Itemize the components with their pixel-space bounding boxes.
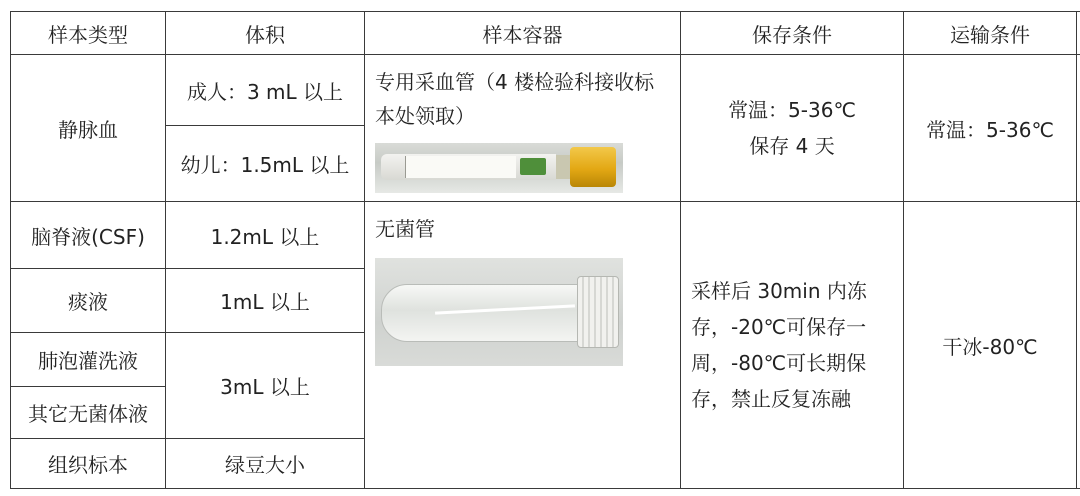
- storage-line: 周，-80℃可长期保: [691, 351, 867, 375]
- storage-line: 存，禁止反复冻融: [691, 387, 851, 411]
- cell-csf-type: 脑脊液(CSF): [11, 202, 166, 269]
- blood-tube-image: [375, 143, 623, 193]
- cell-sterile-container: [365, 202, 681, 489]
- cell-shared-volume: 3mL 以上: [166, 333, 365, 439]
- cell-balf-type: 肺泡灌洗液: [11, 333, 166, 387]
- header-storage: 保存条件: [681, 12, 904, 55]
- cell-venous-volume-child: 幼儿：1.5mL 以上: [166, 126, 365, 202]
- cell-venous-transport: 常温：5-36℃: [904, 55, 1077, 202]
- table-row: [11, 202, 1080, 269]
- storage-line: 常温：5-36℃: [728, 98, 856, 122]
- cell-venous-container: [365, 55, 681, 202]
- cell-venous-type: 静脉血: [11, 55, 166, 202]
- header-transport: 运输条件: [904, 12, 1077, 55]
- cell-sputum-type: 痰液: [11, 269, 166, 333]
- cell-extra: [1077, 202, 1080, 489]
- header-row: [11, 12, 1080, 55]
- cell-tissue-volume: 绿豆大小: [166, 439, 365, 489]
- cell-tissue-type: 组织标本: [11, 439, 166, 489]
- cell-extra: [1077, 55, 1080, 202]
- container-text: 专用采血管（4 楼检验科接收标本处领取）: [375, 70, 655, 128]
- header-extra: [1077, 12, 1080, 55]
- container-text: 无菌管: [375, 217, 435, 241]
- cell-sterile-transport: 干冰-80℃: [904, 202, 1077, 489]
- table-row: [11, 55, 1080, 126]
- cell-csf-volume: 1.2mL 以上: [166, 202, 365, 269]
- cell-sputum-volume: 1mL 以上: [166, 269, 365, 333]
- storage-line: 存，-20℃可保存一: [691, 315, 867, 339]
- storage-line: 保存 4 天: [749, 134, 835, 158]
- header-container: 样本容器: [365, 12, 681, 55]
- cell-sterile-storage: [681, 202, 904, 489]
- cell-venous-volume-adult: 成人：3 mL 以上: [166, 55, 365, 126]
- cell-other-sterile-type: 其它无菌体液: [11, 387, 166, 439]
- cell-venous-storage: [681, 55, 904, 202]
- sample-requirements-table: [10, 11, 1080, 489]
- header-sample-type: 样本类型: [11, 12, 166, 55]
- storage-line: 采样后 30min 内冻: [691, 279, 867, 303]
- sterile-tube-image: [375, 258, 623, 366]
- header-volume: 体积: [166, 12, 365, 55]
